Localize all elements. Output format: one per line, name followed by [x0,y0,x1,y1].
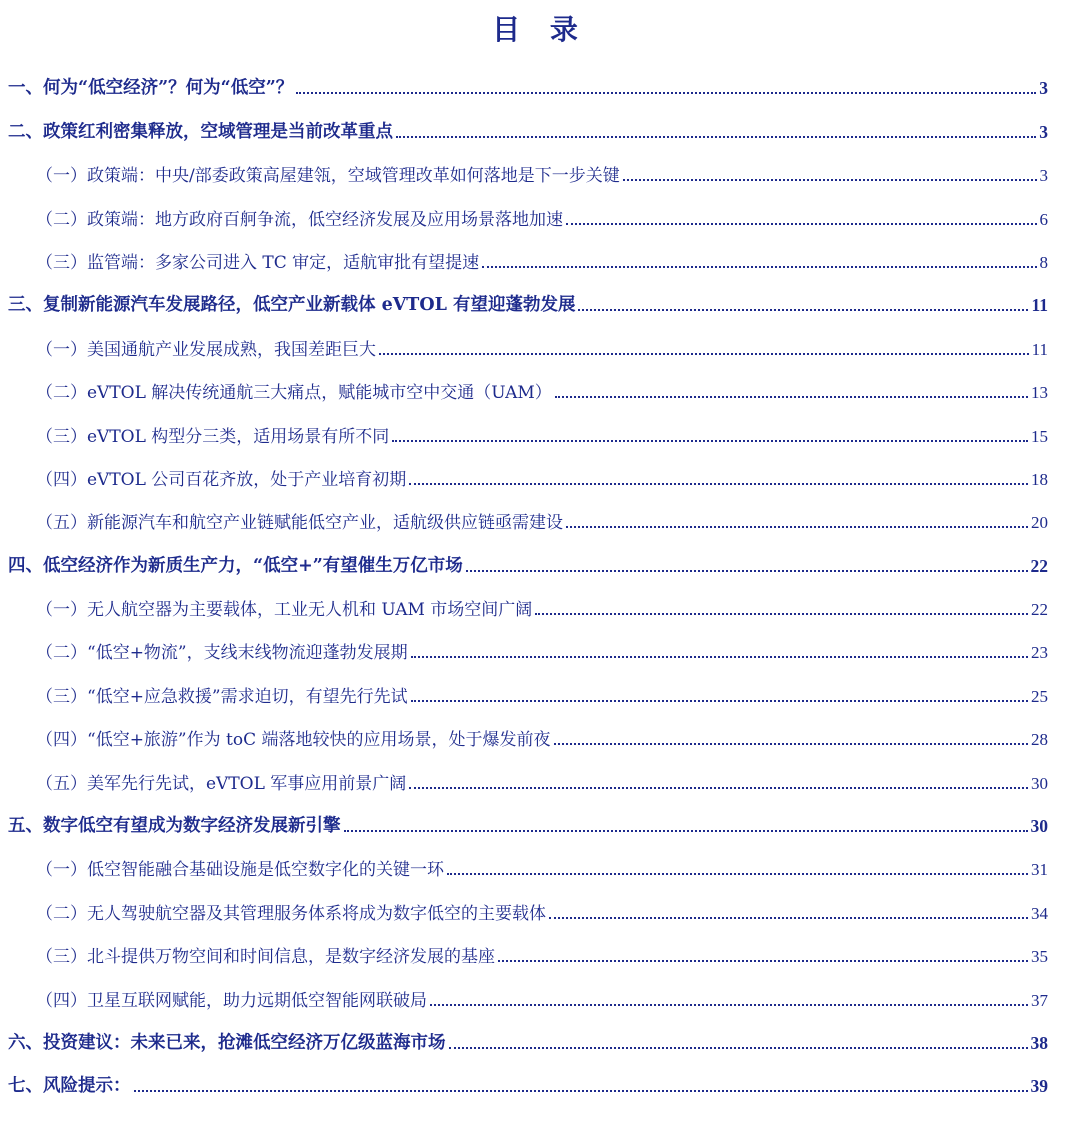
toc-dot-leader [623,179,1037,181]
toc-entry-subsection[interactable] [8,841,1048,884]
toc-entry-text: （二）eVTOL 解决传统通航三大痛点，赋能城市空中交通（UAM） [36,383,552,404]
toc-entry-text: 七、风险提示： [8,1076,131,1097]
toc-page-number: 13 [1031,383,1048,403]
toc-page-number: 28 [1031,730,1048,750]
toc-title: 目 录 [492,13,588,46]
toc-entry-text: （一）无人航空器为主要载体，工业无人机和 UAM 市场空间广阔 [36,600,533,621]
toc-entry-subsection[interactable] [8,320,1048,363]
toc-page-number: 15 [1031,426,1048,446]
toc-entry-section[interactable] [8,1015,1048,1058]
toc-entry-text: （一）美国通航产业发展成熟，我国差距巨大 [36,339,376,360]
toc-dot-leader [379,353,1029,355]
toc-page-number: 3 [1039,166,1048,186]
toc-entry-text: 六、投资建议：未来已来，抢滩低空经济万亿级蓝海市场 [8,1032,446,1053]
toc-dot-leader [554,743,1028,745]
toc-entry-section[interactable] [8,60,1048,103]
toc-page-number: 22 [1030,555,1048,576]
toc-entry-section[interactable] [8,798,1048,841]
toc-dot-leader [449,1047,1028,1049]
table-of-contents [8,60,1048,1101]
toc-entry-text: 三、复制新能源汽车发展路径，低空产业新载体 eVTOL 有望迎蓬勃发展 [8,295,576,316]
toc-entry-subsection[interactable] [8,581,1048,624]
toc-entry-text: 五、数字低空有望成为数字经济发展新引擎 [8,816,341,837]
toc-entry-text: （一）政策端：中央/部委政策高屋建瓴，空域管理改革如何落地是下一步关键 [36,166,620,187]
toc-entry-subsection[interactable] [8,407,1048,450]
toc-page-number: 3 [1039,121,1048,142]
toc-page-number: 22 [1031,600,1048,620]
toc-dot-leader [498,960,1028,962]
toc-dot-leader [411,656,1028,658]
toc-entry-text: （五）美军先行先试，eVTOL 军事应用前景广阔 [36,773,407,794]
toc-entry-text: （四）卫星互联网赋能，助力远期低空智能网联破局 [36,990,427,1011]
toc-page-number: 37 [1031,990,1048,1010]
toc-page-number: 30 [1030,816,1048,837]
toc-page-number: 6 [1039,209,1048,229]
toc-entry-text: （二）无人驾驶航空器及其管理服务体系将成为数字低空的主要载体 [36,903,546,924]
toc-page-number: 35 [1031,947,1048,967]
toc-dot-leader [466,570,1028,572]
toc-entry-text: （三）eVTOL 构型分三类，适用场景有所不同 [36,426,390,447]
toc-entry-text: （一）低空智能融合基础设施是低空数字化的关键一环 [36,860,444,881]
toc-entry-subsection[interactable] [8,190,1048,233]
toc-entry-subsection[interactable] [8,754,1048,797]
toc-entry-subsection[interactable] [8,624,1048,667]
toc-dot-leader [392,440,1028,442]
toc-entry-subsection[interactable] [8,928,1048,971]
toc-entry-text: 四、低空经济作为新质生产力，“低空+”有望催生万亿市场 [8,555,463,576]
toc-dot-leader [411,700,1028,702]
toc-entry-subsection[interactable] [8,234,1048,277]
toc-entry-text: 二、政策红利密集释放，空域管理是当前改革重点 [8,121,393,142]
toc-page-number: 18 [1031,469,1048,489]
toc-dot-leader [535,613,1028,615]
toc-entry-subsection[interactable] [8,711,1048,754]
toc-dot-leader [409,483,1028,485]
toc-page-number: 25 [1031,686,1048,706]
toc-dot-leader [409,787,1028,789]
toc-page-number: 31 [1031,860,1048,880]
toc-entry-subsection[interactable] [8,971,1048,1014]
toc-dot-leader [566,526,1028,528]
toc-dot-leader [578,309,1028,311]
toc-entry-subsection[interactable] [8,147,1048,190]
toc-dot-leader [134,1090,1028,1092]
toc-page-number: 39 [1030,1076,1048,1097]
toc-page-number: 11 [1031,339,1048,359]
toc-dot-leader [430,1004,1028,1006]
toc-entry-text: （四）eVTOL 公司百花齐放，处于产业培育初期 [36,469,407,490]
toc-entry-subsection[interactable] [8,667,1048,710]
toc-entry-section[interactable] [8,537,1048,580]
toc-entry-subsection[interactable] [8,884,1048,927]
toc-dot-leader [555,396,1028,398]
toc-entry-text: （二）政策端：地方政府百舸争流，低空经济发展及应用场景落地加速 [36,209,563,230]
toc-entry-section[interactable] [8,1058,1048,1101]
toc-entry-text: （三）北斗提供万物空间和时间信息，是数字经济发展的基座 [36,947,495,968]
toc-dot-leader [566,223,1037,225]
toc-entry-subsection[interactable] [8,494,1048,537]
toc-entry-subsection[interactable] [8,451,1048,494]
toc-entry-text: （三）监管端：多家公司进入 TC 审定，适航审批有望提速 [36,252,480,273]
toc-entry-text: （二）“低空+物流”，支线末线物流迎蓬勃发展期 [36,643,408,664]
toc-entry-text: （五）新能源汽车和航空产业链赋能低空产业，适航级供应链亟需建设 [36,513,563,534]
toc-dot-leader [447,873,1028,875]
toc-dot-leader [296,92,1036,94]
toc-dot-leader [396,136,1036,138]
toc-dot-leader [482,266,1036,268]
toc-entry-text: 一、何为“低空经济”？何为“低空”？ [8,78,294,99]
toc-page-number: 20 [1031,513,1048,533]
toc-entry-section[interactable] [8,103,1048,146]
toc-page-number: 38 [1030,1032,1048,1053]
toc-dot-leader [549,917,1028,919]
toc-page-number: 3 [1039,78,1048,99]
toc-entry-section[interactable] [8,277,1048,320]
toc-entry-text: （三）“低空+应急救援”需求迫切，有望先行先试 [36,686,408,707]
toc-page-number: 34 [1031,903,1048,923]
toc-page-number: 30 [1031,773,1048,793]
toc-dot-leader [344,830,1028,832]
toc-entry-text: （四）“低空+旅游”作为 toC 端落地较快的应用场景，处于爆发前夜 [36,730,551,751]
toc-page-number: 8 [1039,252,1048,272]
toc-page-number: 23 [1031,643,1048,663]
toc-entry-subsection[interactable] [8,364,1048,407]
toc-page-number: 11 [1031,295,1048,316]
